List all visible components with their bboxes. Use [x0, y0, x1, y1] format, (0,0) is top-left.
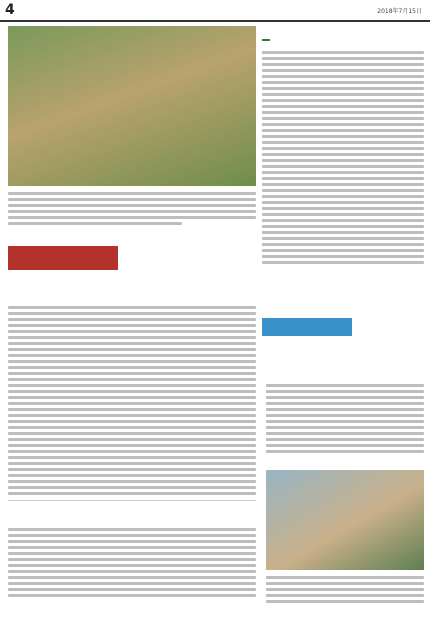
left-feature-body — [8, 306, 256, 498]
right-feature-body — [266, 384, 424, 456]
publication-date: 2018年7月15日 — [377, 8, 422, 15]
lead-photo — [8, 26, 256, 186]
secondary-photo — [266, 470, 424, 570]
right-section-banner — [262, 318, 352, 336]
lead-article-body — [8, 192, 256, 228]
section-divider — [8, 500, 256, 501]
right-column — [262, 26, 424, 267]
section-banner — [8, 246, 118, 270]
page-number: 4 — [5, 2, 15, 18]
page-header — [0, 0, 430, 22]
bottom-right-body — [266, 576, 424, 606]
bottom-feature-body — [8, 528, 256, 600]
section-tag — [262, 39, 270, 41]
